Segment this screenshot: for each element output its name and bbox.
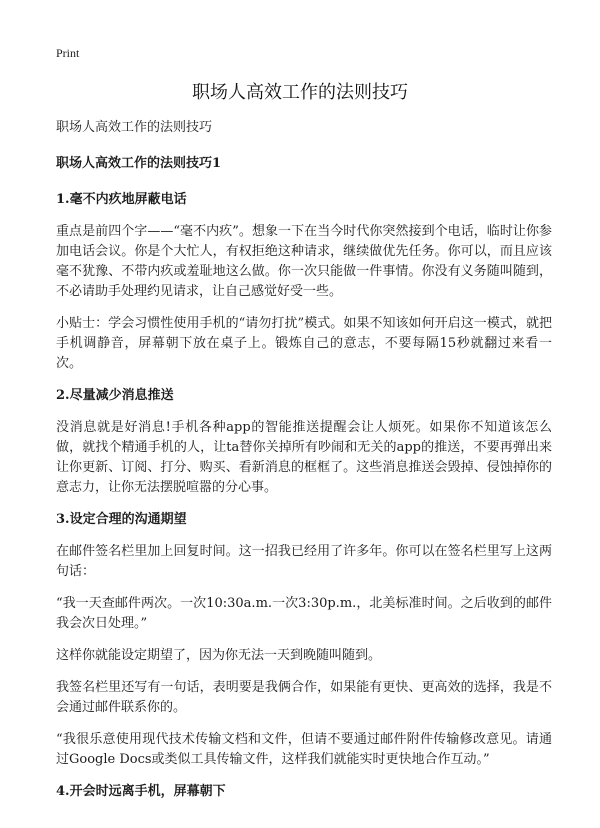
section-heading: 4.开会时远离手机，屏幕朝下 [56, 784, 226, 799]
print-link[interactable]: Print [56, 46, 80, 60]
document-subtitle: 职场人高效工作的法则技巧 [56, 120, 213, 135]
section-2 [56, 386, 552, 498]
section-main-heading: 职场人高效工作的法则技巧1 [56, 156, 222, 171]
section-heading: 2.尽量减少消息推送 [56, 388, 174, 403]
quote-paragraph: “我很乐意使用现代技术传输文档和文件，但请不要通过邮件附件传输修改意见。请通过Google Docs或类似工具传输文件，这样我们就能实时更快地合作互动。” [56, 732, 552, 767]
document-body [56, 118, 552, 814]
document-title: 职场人高效工作的法则技巧 [192, 82, 408, 103]
section-heading: 1.毫不内疚地屏蔽电话 [56, 192, 187, 207]
paragraph: 我签名栏里还写有一句话，表明要是我俩合作，如果能有更快、更高效的选择，我是不会通过邮件联系你的。 [56, 680, 552, 715]
paragraph: 小贴士：学会习惯性使用手机的“请勿打扰”模式。如果不知该如何开启这一模式，就把手机调静音，屏幕朝下放在桌子上。锻炼自己的意志，不要每隔15秒就翻过来看一次。 [56, 316, 552, 371]
paragraph: 这样你就能设定期望了，因为你无法一天到晚随叫随到。 [56, 648, 382, 663]
paragraph: 重点是前四个字——“毫不内疚”。想象一下在当今时代你突然接到个电话，临时让你参加电话会议。你是个大忙人，有权拒绝这种请求，继续做优先任务。你可以，而且应该毫不犹豫、不带内疚或羞耻地这么做。你一次只能做一件事情。你没有义务随叫随到，不必请助手处理约见请求，让自己感觉好受一些。 [56, 224, 552, 299]
paragraph: 在邮件签名栏里加上回复时间。这一招我已经用了许多年。你可以在签名栏里写上这两句话： [56, 544, 552, 579]
paragraph: 没消息就是好消息!手机各种app的智能推送提醒会让人烦死。如果你不知道该怎么做，就找个精通手机的人，让ta替你关掉所有吵闹和无关的app的推送，不要再弹出来让你更新、订阅、打分、购买、看新消息的框框了。这些消息推送会毁掉、侵蚀掉你的意志力，让你无法摆脱喧嚣的分心事。 [56, 420, 552, 495]
section-1 [56, 190, 552, 374]
quote-paragraph: “我一天查邮件两次。一次10:30a.m.一次3:30p.m.，北美标准时间。之后收到的邮件我会次日处理。” [56, 596, 552, 631]
section-3 [56, 510, 552, 770]
section-heading: 3.设定合理的沟通期望 [56, 512, 187, 527]
section-4 [56, 782, 552, 802]
